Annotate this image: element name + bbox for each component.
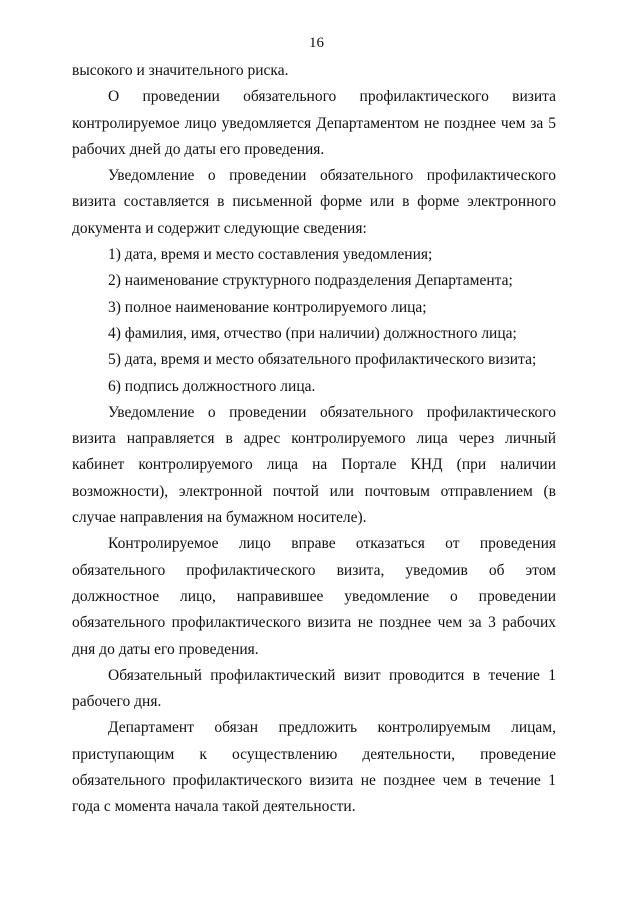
paragraph-notification-deadline: О проведении обязательного профилактического визита контролируемое лицо уведомляется Департаментом не позднее чем за 5 рабочих дней до даты его проведения. [72,88,556,158]
paragraph-notification-delivery: Уведомление о проведении обязательного профилактического визита направляется в адрес контролируемого лица через личный кабинет контролируемого лица на Портале КНД (при наличии возможности), электронной почтой или почтовым отправлением (в случае направления на бумажном носителе). [72,403,556,527]
paragraph-refusal: Контролируемое лицо вправе отказаться от проведения обязательного профилактического визита, уведомив об этом должностное лицо, направившее уведомление о проведении обязательного профилактического визита не позднее чем за 3 рабочих дня до даты его проведения. [72,535,556,658]
list-item: 4) фамилия, имя, отчество (при наличии) должностного лица; [108,324,517,342]
paragraph-obligation: Департамент обязан предложить контролируемым лицам, приступающим к осуществлению деятельности, проведение обязательного профилактического визита не позднее чем в течение 1 года с момента начала такой деятельности. [72,719,556,816]
page-number: 16 [309,35,324,51]
paragraph-duration: Обязательный профилактический визит проводится в течение 1 рабочего дня. [72,666,556,711]
list-item: 2) наименование структурного подразделения Департамента; [108,272,513,290]
list-item: 5) дата, время и место обязательного профилактического визита; [108,351,537,369]
paragraph-continuation: высокого и значительного риска. [72,62,289,79]
list-item: 1) дата, время и место составления уведомления; [108,246,433,264]
list-item: 6) подпись должностного лица. [108,377,316,395]
document-body [72,58,556,821]
list-item: 3) полное наименование контролируемого лица; [108,298,427,316]
paragraph-notification-form: Уведомление о проведении обязательного профилактического визита составляется в письменной форме или в форме электронного документа и содержит следующие сведения: [72,167,556,237]
